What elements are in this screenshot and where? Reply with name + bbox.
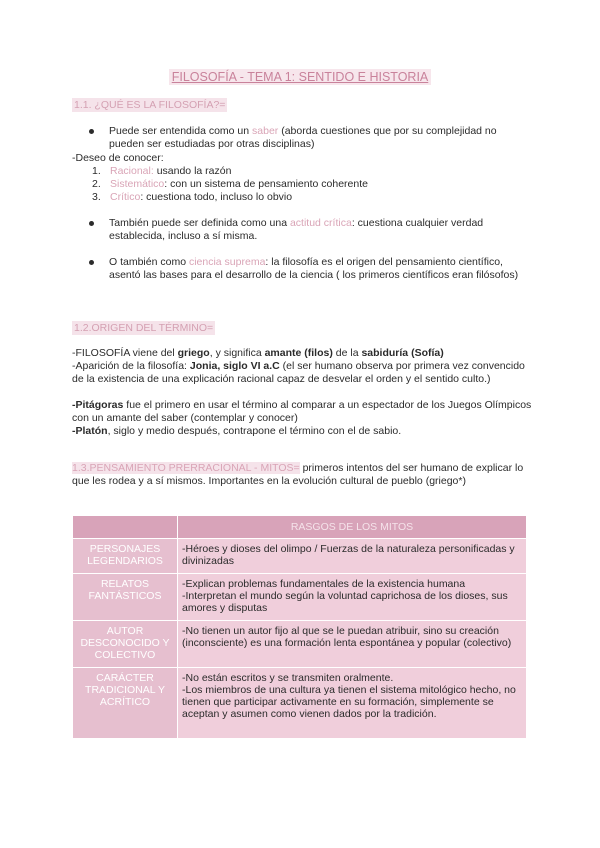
row-label: RELATOS FANTÁSTICOS xyxy=(73,574,178,621)
mitos-table xyxy=(72,515,527,739)
table-header: RASGOS DE LOS MITOS xyxy=(178,516,527,539)
table-row xyxy=(73,668,527,739)
paragraph-aparicion: -Aparición de la filosofía: Jonia, siglo VI a.C (el ser humano observa por primera vez convencido de la existencia de una explicación racional capaz de desvelar el orden y el sentido culto.) xyxy=(72,360,525,385)
section-heading-1-2: 1.2.ORIGEN DEL TÉRMINO= xyxy=(74,322,214,334)
section-heading-1-1: 1.1. ¿QUÉ ES LA FILOSOFÍA?= xyxy=(74,99,226,111)
bullet-list-ciencia xyxy=(72,256,532,282)
bullet-item: También puede ser definida como una actitud crítica: cuestiona cualquier verdad establecida, incluso a sí misma. xyxy=(72,217,532,243)
deseo-line: -Deseo de conocer: xyxy=(72,152,164,164)
section-heading-1-3: 1.3.PENSAMIENTO PRERRACIONAL - MITOS= xyxy=(72,462,300,474)
table-row xyxy=(73,539,527,574)
row-text: -No tienen un autor fijo al que se le puedan atribuir, sino su creación (inconsciente) es una formación lenta espontánea y popular (colectivo) xyxy=(178,621,527,668)
row-text: -Héroes y dioses del olimpo / Fuerzas de la naturaleza personificadas y divinizadas xyxy=(178,539,527,574)
page-title: FILOSOFÍA - TEMA 1: SENTIDO E HISTORIA xyxy=(0,70,600,84)
bullet-item: O también como ciencia suprema: la filosofía es el origen del pensamiento científico, asentó las bases para el desarrollo de la ciencia ( los primeros científicos eran filósofos) xyxy=(72,256,532,282)
paragraph-pitagoras: -Pitágoras fue el primero en usar el término al comparar a un espectador de los Juegos Olímpicos con un amante del saber (contemplar y conocer) xyxy=(72,399,532,424)
list-item: 2. Sistemático: con un sistema de pensamiento coherente xyxy=(92,178,368,190)
section-1-3-intro: 1.3.PENSAMIENTO PRERRACIONAL - MITOS= primeros intentos del ser humano de explicar lo que les rodea y a sí mismos. Importantes en la evolución cultural de pueblo (griego*) xyxy=(72,462,524,487)
paragraph-platon: -Platón, siglo y medio después, contrapone el término con el de sabio. xyxy=(72,425,402,437)
list-item: 1. Racional: usando la razón xyxy=(92,165,232,177)
table-header-row xyxy=(73,516,527,539)
bullet-list-saber xyxy=(72,125,532,151)
row-label: CARÁCTER TRADICIONAL Y ACRÍTICO xyxy=(73,668,178,739)
table-row xyxy=(73,621,527,668)
paragraph-filosofia: -FILOSOFÍA viene del griego, y significa amante (filos) de la sabiduría (Sofía) xyxy=(72,347,444,359)
row-text: -No están escritos y se transmiten oralmente. -Los miembros de una cultura ya tienen el sistema mitológico hecho, no tienen que participar activamente en su formación, simplemente se aceptan y asumen como vienen dados por la tradición. xyxy=(178,668,527,739)
list-item: 3. Crítico: cuestiona todo, incluso lo obvio xyxy=(92,191,293,203)
row-label: AUTOR DESCONOCIDO Y COLECTIVO xyxy=(73,621,178,668)
table-row xyxy=(73,574,527,621)
bullet-item: Puede ser entendida como un saber (aborda cuestiones que por su complejidad no pueden ser estudiadas por otras disciplinas) xyxy=(72,125,532,151)
row-text: -Explican problemas fundamentales de la existencia humana -Interpretan el mundo según la voluntad caprichosa de los dioses, sus amores y disputas xyxy=(178,574,527,621)
row-label: PERSONAJES LEGENDARIOS xyxy=(73,539,178,574)
bullet-list-actitud xyxy=(72,217,532,243)
numbered-list xyxy=(72,165,532,204)
